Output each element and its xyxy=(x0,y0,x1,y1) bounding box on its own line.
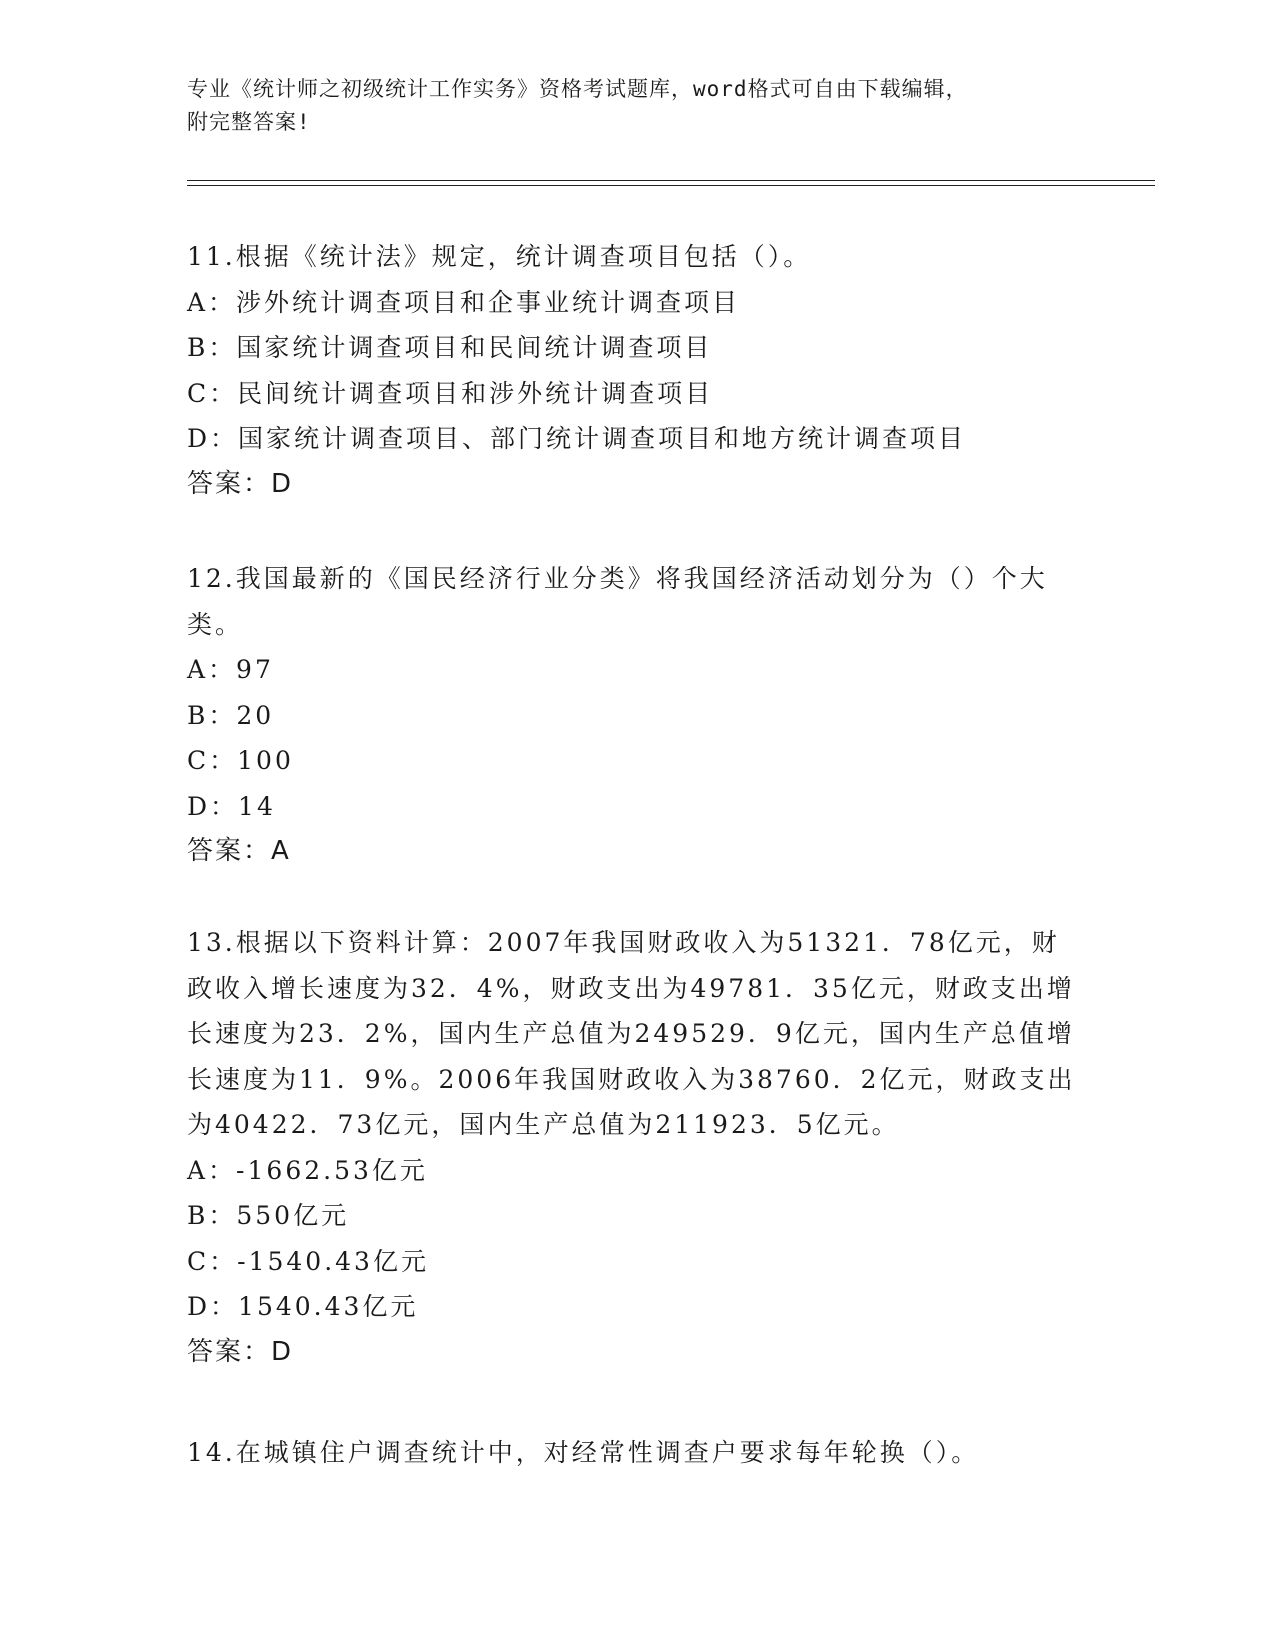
header-line-1: 专业《统计师之初级统计工作实务》资格考试题库，word格式可自由下载编辑， xyxy=(187,77,968,101)
header-divider xyxy=(187,180,1155,186)
question-13 xyxy=(187,920,1087,1375)
question-14 xyxy=(187,1430,1087,1476)
question-stem: 11.根据《统计法》规定，统计调查项目包括（）。 xyxy=(187,242,812,271)
option-c: C：民间统计调查项目和涉外统计调查项目 xyxy=(187,378,714,408)
option-b: B：550亿元 xyxy=(187,1201,350,1230)
document-header xyxy=(187,73,1067,139)
question-stem: 12.我国最新的《国民经济行业分类》将我国经济活动划分为（）个大类。 xyxy=(187,564,1048,639)
option-d: D：14 xyxy=(187,791,276,821)
question-12 xyxy=(187,556,1087,875)
option-c: C：100 xyxy=(187,746,294,775)
question-stem: 14.在城镇住户调查统计中，对经常性调查户要求每年轮换（）。 xyxy=(187,1438,980,1467)
option-a: A：-1662.53亿元 xyxy=(187,1155,428,1185)
answer-line: 答案：D xyxy=(187,468,294,499)
option-c: C：-1540.43亿元 xyxy=(187,1246,429,1276)
option-a: A：涉外统计调查项目和企事业统计调查项目 xyxy=(187,287,741,317)
answer-line: 答案：A xyxy=(187,836,291,866)
option-d: D：国家统计调查项目、部门统计调查项目和地方统计调查项目 xyxy=(187,424,967,453)
question-11 xyxy=(187,234,1087,507)
answer-line: 答案：D xyxy=(187,1336,294,1367)
option-b: B：20 xyxy=(187,700,275,730)
header-line-2: 附完整答案! xyxy=(187,110,311,134)
option-b: B：国家统计调查项目和民间统计调查项目 xyxy=(187,333,713,362)
question-stem: 13.根据以下资料计算：2007年我国财政收入为51321．78亿元，财政收入增长速度为32．4%，财政支出为49781．35亿元，财政支出增长速度为23．2%，国内生产总值为249529．9亿元，国内生产总值增长速度为11．9%。2006年我国财政收入为38760．2亿元，财政支出为40422．73亿元，国内生产总值为211923．5亿元。 xyxy=(187,928,1076,1139)
option-a: A：97 xyxy=(187,655,274,684)
option-d: D：1540.43亿元 xyxy=(187,1292,419,1321)
